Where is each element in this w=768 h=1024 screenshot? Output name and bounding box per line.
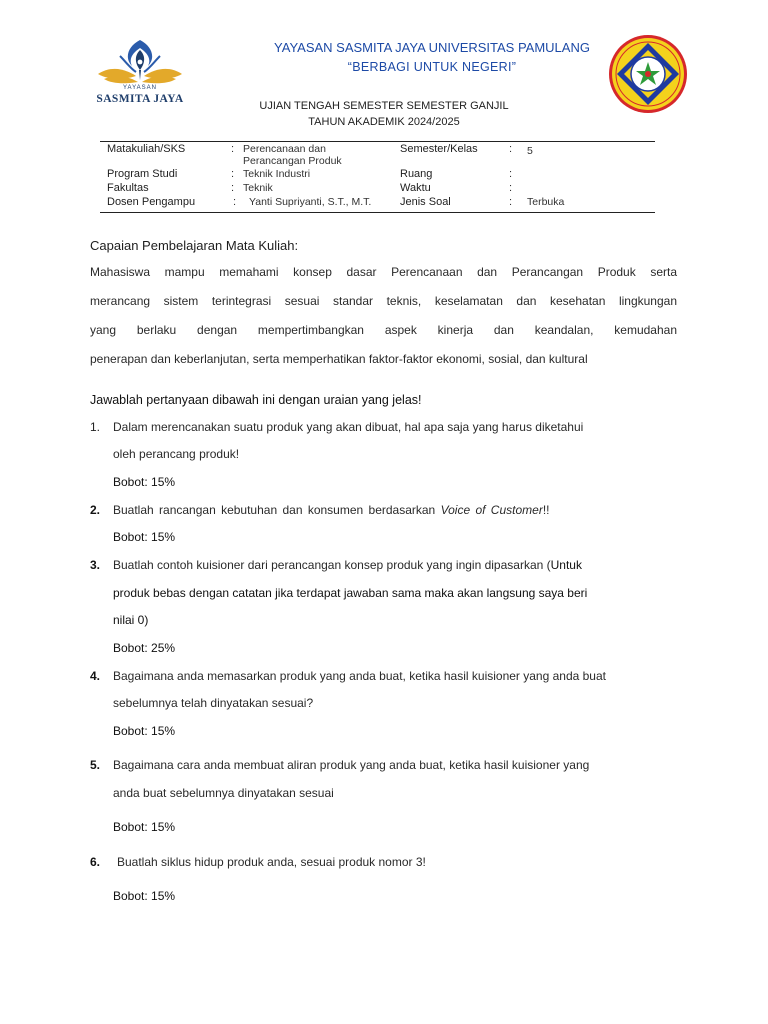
colon: : — [509, 143, 513, 155]
value-matakuliah-line2: Perancangan Produk — [243, 155, 342, 167]
question-2-text — [113, 503, 550, 517]
logo-brand-text: SASMITA JAYA — [96, 93, 184, 105]
university-name: YAYASAN SASMITA JAYA UNIVERSITAS PAMULANG — [274, 40, 590, 55]
label-program-studi: Program Studi — [107, 168, 178, 180]
instruction-text: Jawablah pertanyaan dibawah ini dengan uraian yang jelas! — [90, 393, 422, 407]
question-number: 1. — [90, 420, 101, 434]
question-6-weight: Bobot: 15% — [113, 889, 176, 903]
question-4-weight: Bobot: 15% — [113, 724, 176, 738]
question-6-line1: Buatlah siklus hidup produk anda, sesuai produk nomor 3! — [117, 855, 426, 869]
question-3-weight: Bobot: 25% — [113, 641, 176, 655]
question-3-line3: nilai 0) — [113, 613, 149, 627]
question-2-text-after: !! — [542, 503, 550, 517]
question-3-text-plain: Buatlah contoh kuisioner dari perancangan konsep produk yang ingin dipasarkan ( — [113, 558, 551, 572]
value-dosen: Yanti Supriyanti, S.T., M.T. — [249, 196, 372, 208]
question-number: 6. — [90, 855, 101, 869]
exam-title-line2: TAHUN AKADEMIK 2024/2025 — [308, 116, 460, 128]
logo-small-text: YAYASAN — [122, 85, 157, 91]
question-number: 3. — [90, 558, 101, 572]
value-matakuliah-line1: Perencanaan dan — [243, 143, 326, 155]
label-ruang: Ruang — [400, 168, 433, 180]
sasmita-jaya-logo-icon — [90, 36, 190, 86]
colon: : — [509, 168, 513, 180]
question-number: 4. — [90, 669, 101, 683]
colon: : — [233, 196, 237, 208]
value-fakultas: Teknik — [243, 182, 273, 194]
question-3-line2: produk bebas dengan catatan jika terdapat jawaban sama maka akan langsung saya beri — [113, 586, 588, 600]
question-2-text-before: Buatlah rancangan kebutuhan dan konsumen berdasarkan — [113, 503, 441, 517]
question-1-line1: Dalam merencanakan suatu produk yang akan dibuat, hal apa saja yang harus diketahui — [113, 420, 584, 434]
question-2-weight: Bobot: 15% — [113, 530, 176, 544]
label-matakuliah: Matakuliah/SKS — [107, 143, 186, 155]
course-info-table — [100, 141, 655, 213]
exam-title-line1: UJIAN TENGAH SEMESTER SEMESTER GANJIL — [259, 100, 509, 112]
question-1-line2: oleh perancang produk! — [113, 447, 240, 461]
cpmk-line: Mahasiswa mampu memahami konsep dasar Perencanaan dan Perancangan Produk serta — [90, 265, 677, 279]
exam-title — [0, 98, 768, 130]
cpmk-line: merancang sistem terintegrasi sesuai standar teknis, keselamatan dan kesehatan lingkungan — [90, 294, 677, 308]
value-program-studi: Teknik Industri — [243, 168, 311, 180]
question-number: 2. — [90, 503, 101, 517]
university-motto: “BERBAGI UNTUK NEGERI” — [347, 60, 517, 74]
question-4-line2: sebelumnya telah dinyatakan sesuai? — [113, 696, 314, 710]
cpmk-title: Capaian Pembelajaran Mata Kuliah: — [90, 238, 299, 253]
colon: : — [231, 143, 235, 155]
question-5-weight: Bobot: 15% — [113, 820, 176, 834]
question-number: 5. — [90, 758, 101, 772]
question-3-text-strong: Untuk — [550, 558, 582, 572]
colon: : — [509, 196, 513, 208]
cpmk-line: yang berlaku dengan mempertimbangkan aspek kinerja dan keandalan, kemudahan — [90, 323, 677, 337]
label-fakultas: Fakultas — [107, 182, 149, 194]
cpmk-paragraph — [90, 258, 677, 374]
value-semester: 5 — [527, 145, 533, 157]
cpmk-line: penerapan dan keberlanjutan, serta memperhatikan faktor-faktor ekonomi, sosial, dan kultural — [90, 352, 588, 366]
label-jenis-soal: Jenis Soal — [400, 196, 451, 208]
label-semester: Semester/Kelas — [400, 143, 478, 155]
label-dosen: Dosen Pengampu — [107, 196, 196, 208]
question-3-line1 — [113, 558, 582, 572]
value-jenis-soal: Terbuka — [527, 196, 565, 208]
question-1-weight: Bobot: 15% — [113, 475, 176, 489]
question-5-line2: anda buat sebelumnya dinyatakan sesuai — [113, 786, 334, 800]
colon: : — [231, 168, 235, 180]
question-5-line1: Bagaimana cara anda membuat aliran produk yang anda buat, ketika hasil kuisioner yang — [113, 758, 590, 772]
question-2-italic: Voice of Customer — [440, 503, 543, 517]
colon: : — [509, 182, 513, 194]
question-4-line1: Bagaimana anda memasarkan produk yang anda buat, ketika hasil kuisioner yang anda buat — [113, 669, 606, 683]
colon: : — [231, 182, 235, 194]
label-waktu: Waktu — [400, 182, 431, 194]
